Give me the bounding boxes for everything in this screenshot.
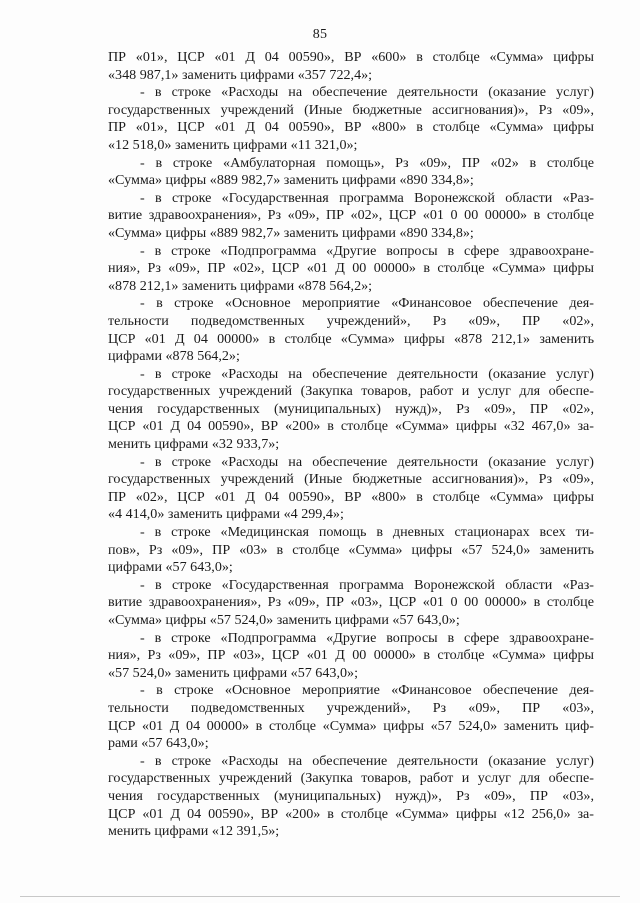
text-line: «Сумма» цифры «889 982,7» заменить цифрами «890 334,8»;	[108, 224, 474, 241]
text-line: ния», Рз «09», ПР «03», ЦСР «01 Д 00 00000» в столбце «Сумма» цифры	[108, 647, 594, 664]
text-line: - в строке «Основное мероприятие «Финансовое обеспечение дея-	[140, 682, 594, 699]
text-line: - в строке «Медицинская помощь в дневных стационарах всех ти-	[140, 524, 594, 541]
text-line: «12 518,0» заменить цифрами «11 321,0»;	[108, 136, 358, 153]
text-line: чения государственных (муниципальных) нужд)», Рз «09», ПР «02»,	[108, 400, 594, 417]
text-line: ПР «01», ЦСР «01 Д 04 00590», ВР «600» в столбце «Сумма» цифры	[108, 49, 594, 65]
text-line: «Сумма» цифры «889 982,7» заменить цифрами «890 334,8»;	[108, 172, 474, 189]
text-line: тельности подведомственных учреждений», Рз «09», ПР «02»,	[108, 312, 594, 329]
text-line: ЦСР «01 Д 04 00000» в столбце «Сумма» цифры «57 524,0» заменить циф-	[108, 717, 594, 734]
text-line: цифрами «57 643,0»;	[108, 559, 233, 576]
text-line: ЦСР «01 Д 04 00590», ВР «200» в столбце «Сумма» цифры «12 256,0» за-	[108, 805, 594, 822]
text-line: - в строке «Расходы на обеспечение деятельности (оказание услуг)	[140, 365, 594, 382]
text-line: - в строке «Расходы на обеспечение деятельности (оказание услуг)	[140, 84, 594, 101]
text-line: пов», Рз «09», ПР «03» в столбце «Сумма» цифры «57 524,0» заменить	[108, 541, 594, 558]
text-line: чения государственных (муниципальных) нужд)», Рз «09», ПР «03»,	[108, 787, 594, 804]
text-line: ПР «02», ЦСР «01 Д 04 00590», ВР «800» в столбце «Сумма» цифры	[108, 488, 594, 505]
text-line: государственных учреждений (Закупка товаров, работ и услуг для обеспе-	[108, 383, 594, 400]
text-line: витие здравоохранения», Рз «09», ПР «02», ЦСР «01 0 00 00000» в столбце	[108, 207, 594, 224]
text-line: «878 212,1» заменить цифрами «878 564,2»;	[108, 277, 373, 294]
text-line: «4 414,0» заменить цифрами «4 299,4»;	[108, 506, 344, 523]
text-line: государственных учреждений (Иные бюджетные ассигнования)», Рз «09»,	[108, 471, 594, 488]
text-line: - в строке «Государственная программа Воронежской области «Раз-	[140, 189, 594, 206]
amendment-text	[108, 49, 594, 841]
text-line: «Сумма» цифры «57 524,0» заменить цифрами «57 643,0»;	[108, 612, 460, 628]
text-line: - в строке «Расходы на обеспечение деятельности (оказание услуг)	[140, 752, 594, 769]
text-line: ЦСР «01 Д 04 00000» в столбце «Сумма» цифры «878 212,1» заменить	[108, 330, 594, 347]
text-line: ния», Рз «09», ПР «02», ЦСР «01 Д 00 00000» в столбце «Сумма» цифры	[108, 260, 594, 277]
text-line: «57 524,0» заменить цифрами «57 643,0»;	[108, 664, 358, 681]
text-line: менить цифрами «32 933,7»;	[108, 436, 280, 453]
text-line: - в строке «Амбулаторная помощь», Рз «09», ПР «02» в столбце	[140, 154, 594, 171]
text-line: - в строке «Основное мероприятие «Финансовое обеспечение дея-	[140, 295, 594, 312]
text-line: - в строке «Расходы на обеспечение деятельности (оказание услуг)	[140, 453, 594, 470]
text-line: ПР «01», ЦСР «01 Д 04 00590», ВР «800» в столбце «Сумма» цифры	[108, 119, 594, 136]
text-line: - в строке «Подпрограмма «Другие вопросы в сфере здравоохране-	[140, 242, 594, 259]
text-line: государственных учреждений (Иные бюджетные ассигнования)», Рз «09»,	[108, 101, 594, 118]
text-line: государственных учреждений (Закупка товаров, работ и услуг для обеспе-	[108, 770, 594, 787]
text-line: «348 987,1» заменить цифрами «357 722,4»;	[108, 66, 373, 83]
text-line: тельности подведомственных учреждений», Рз «09», ПР «03»,	[108, 699, 594, 716]
text-line: менить цифрами «12 391,5»;	[108, 823, 280, 840]
text-line: - в строке «Государственная программа Воронежской области «Раз-	[140, 576, 594, 593]
text-line: рами «57 643,0»;	[108, 735, 209, 752]
text-line: цифрами «878 564,2»;	[108, 348, 240, 365]
text-line: витие здравоохранения», Рз «09», ПР «03», ЦСР «01 0 00 00000» в столбце	[108, 594, 594, 611]
text-line: - в строке «Подпрограмма «Другие вопросы в сфере здравоохране-	[140, 629, 594, 646]
text-line: ЦСР «01 Д 04 00590», ВР «200» в столбце «Сумма» цифры «32 467,0» за-	[108, 418, 594, 435]
page-number: 85	[312, 27, 328, 42]
page-bottom-edge	[20, 896, 620, 897]
